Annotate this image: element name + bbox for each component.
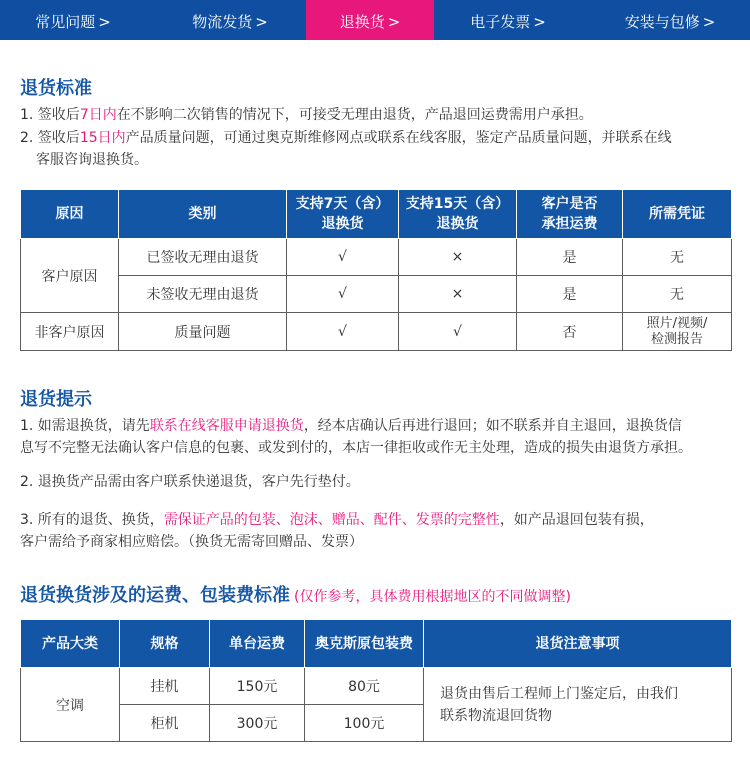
category-cell: 质量问题 [119,313,287,351]
chevron-right-icon: > [702,13,716,31]
product-air-conditioner: 空调 [21,668,120,742]
integrity-highlight: 需保证产品的包装、泡沫、赠品、配件、发票的完整性 [163,512,500,528]
header-reason: 原因 [21,190,119,239]
check-cell: √ [287,276,399,313]
header-spec: 规格 [120,620,210,668]
chevron-right-icon: > [255,13,268,31]
header-return-notes: 退货注意事项 [424,620,732,668]
reason-customer: 客户原因 [21,239,119,313]
highlight-15-days: 15日内 [79,130,126,146]
table-row [21,668,732,705]
fee-cell: 是 [517,276,623,313]
proof-cell: 照片/视频/ 检测报告 [623,313,732,351]
packaging-cell: 80元 [305,668,424,705]
tab-returns[interactable]: 退换货 > [306,0,434,40]
header-category: 类别 [119,190,287,239]
cross-cell: × [399,239,517,276]
header-shipping-fee: 客户是否 承担运费 [517,190,623,239]
table-row [21,239,732,276]
highlight-7-days: 7日内 [79,107,117,123]
proof-cell: 无 [623,239,732,276]
check-cell: √ [287,239,399,276]
tab-installation-warranty[interactable]: 安装与包修 > [624,13,716,31]
freight-cell: 300元 [210,705,305,742]
category-cell: 已签收无理由退货 [119,239,287,276]
chevron-right-icon: > [387,13,401,31]
proof-cell: 无 [623,276,732,313]
spec-cell: 挂机 [120,668,210,705]
chevron-right-icon: > [533,13,546,31]
return-tip-2: 2. 退换货产品需由客户联系快递退货，客户先行垫付。 [20,474,360,490]
return-tip-3: 3. 所有的退货、换货，需保证产品的包装、泡沫、赠品、配件、发票的完整性，如产品退回包装有损， 客户需给予商家相应赔偿。（换货无需寄回赠品、发票） [20,512,654,550]
chevron-right-icon: > [98,13,111,31]
fee-cell: 否 [517,313,623,351]
header-product-category: 产品大类 [21,620,120,668]
return-tips-title: 退货提示 [20,389,92,410]
table-row [21,313,732,351]
spec-cell: 柜机 [120,705,210,742]
fee-cell: 是 [517,239,623,276]
freight-cell: 150元 [210,668,305,705]
fee-table [20,619,732,742]
return-notes-cell: 退货由售后工程师上门鉴定后，由我们 联系物流退回货物 [424,668,732,742]
header-15-days: 支持15天（含） 退换货 [399,190,517,239]
top-nav [0,0,750,40]
return-rule-1: 1. 签收后7日内在不影响二次销售的情况下，可接受无理由退货，产品退回运费需用户承担。 [20,107,593,123]
header-freight: 单台运费 [210,620,305,668]
return-standard-title: 退货标准 [20,78,92,99]
fee-standard-title: 退货换货涉及的运费、包装费标准 (仅作参考，具体费用根据地区的不同做调整) [20,585,571,606]
return-policy-table [20,189,732,351]
header-proof: 所需凭证 [623,190,732,239]
contact-service-highlight: 联系在线客服申请退换货 [149,418,304,434]
check-cell: √ [399,313,517,351]
fee-standard-note: (仅作参考，具体费用根据地区的不同做调整) [294,589,571,605]
header-7-days: 支持7天（含） 退换货 [287,190,399,239]
return-rule-2: 2. 签收后15日内产品质量问题，可通过奥克斯维修网点或联系在线客服，鉴定产品质量问题，并联系在线 客服咨询退换货。 [20,130,672,168]
tab-faq[interactable]: 常见问题 > [35,13,111,31]
category-cell: 未签收无理由退货 [119,276,287,313]
tab-e-invoice[interactable]: 电子发票 > [470,13,546,31]
packaging-cell: 100元 [305,705,424,742]
tab-logistics[interactable]: 物流发货 > [192,13,268,31]
reason-non-customer: 非客户原因 [21,313,119,351]
cross-cell: × [399,276,517,313]
check-cell: √ [287,313,399,351]
header-packaging-fee: 奥克斯原包装费 [305,620,424,668]
table-row [21,276,732,313]
return-tip-1: 1. 如需退换货，请先联系在线客服申请退换货，经本店确认后再进行退回；如不联系并自主退回，退换货信 息写不完整无法确认客户信息的包裹、或发到付的，本店一律拒收或作无主处理，造成的损失由退货方承担。 [20,418,692,456]
